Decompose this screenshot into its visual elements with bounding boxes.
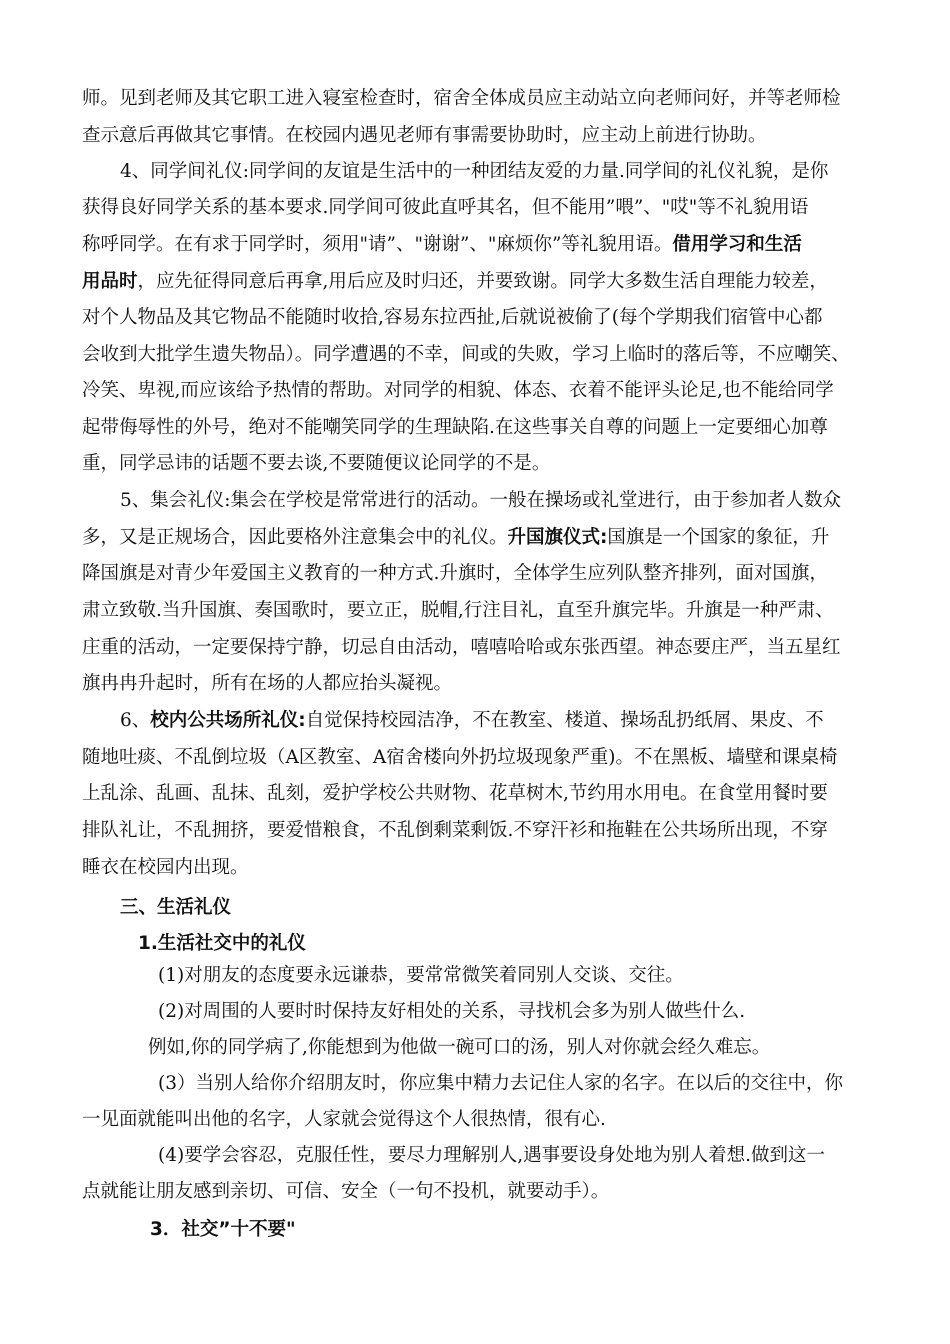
text-line: 点就能让朋友感到亲切、可信、安全（一句不投机，就要动手）。	[82, 1181, 610, 1202]
text-run: 6、	[120, 710, 151, 731]
text-run: 国旗是一个国家的象征，升	[607, 527, 830, 548]
subsection-heading: 1.生活社交中的礼仪	[138, 933, 306, 954]
text-line	[82, 271, 828, 293]
text-line: 庄重的活动，一定要保持宁静，切忌自由活动，嘻嘻哈哈或东张西望。神态要庄严，当五星红	[82, 637, 841, 658]
list-item: (1)对朋友的态度要永远谦恭，要常常微笑着同别人交谈、交往。	[158, 965, 684, 986]
text-line: 4、同学间礼仪:同学间的友谊是生活中的一种团结友爱的力量.同学间的礼仪礼貌，是你	[120, 161, 829, 182]
bold-text-run: 借用学习和生活	[672, 234, 802, 255]
text-line: 会收到大批学生遗失物品）。同学遭遇的不幸，间或的失败，学习上临时的落后等，不应嘲笑、	[82, 344, 850, 365]
text-run: ，应先征得同意后再拿,用后应及时归还，并要致谢。同学大多数生活自理能力较差，	[137, 271, 828, 292]
subsection-heading: 3．社交”十不要"	[150, 1219, 296, 1240]
bold-text-run: 校内公共场所礼仪:	[150, 710, 306, 731]
text-line	[120, 710, 824, 732]
list-item: (4)要学会容忍，克服任性，要尽力理解别人,遇事要设身处地为别人着想.做到这一	[158, 1145, 825, 1166]
text-line: 5、集会礼仪:集会在学校是常常进行的活动。一般在操场或礼堂进行，由于参加者人数众	[120, 490, 842, 511]
list-item: (3）当别人给你介绍朋友时，你应集中精力去记住人家的名字。在以后的交往中，你	[158, 1073, 843, 1094]
section-heading: 三、生活礼仪	[120, 897, 232, 918]
text-line: 查示意后再做其它事情。在校园内遇见老师有事需要协助时，应主动上前进行协助。	[82, 125, 767, 146]
text-run: 多，又是正规场合，因此要格外注意集会中的礼仪。	[82, 527, 508, 548]
text-line: 师。见到老师及其它职工进入寝室检查时，宿舍全体成员应主动站立向老师问好，并等老师检	[82, 88, 841, 109]
text-run: 称呼同学。在有求于同学时，须用"请”、"谢谢”、"麻烦你”等礼貌用语。	[82, 234, 673, 255]
text-line: 对个人物品及其它物品不能随时收拾,容易东拉西扯,后就说被偷了(每个学期我们宿管中心都	[82, 307, 823, 328]
text-line: 睡衣在校园内出现。	[82, 857, 249, 878]
bold-text-run: 用品时	[82, 271, 138, 292]
text-line: 起带侮辱性的外号，绝对不能嘲笑同学的生理缺陷.在这些事关自尊的问题上一定要细心加尊	[82, 417, 828, 438]
text-line: 随地吐痰、不乱倒垃圾（A区教室、A宿舍楼向外扔垃圾现象严重)。不在黑板、墙壁和课桌椅	[82, 747, 838, 768]
text-line: 获得良好同学关系的基本要求.同学间可彼此直呼其名，但不能用”喂”、"哎"等不礼貌用语	[82, 197, 809, 218]
bold-text-run: 升国旗仪式:	[507, 527, 608, 548]
text-line: 例如,你的同学病了,你能想到为他做一碗可口的汤，别人对你就会经久难忘。	[148, 1037, 771, 1058]
text-line: 一见面就能叫出他的名字，人家就会觉得这个人很热情，很有心.	[82, 1109, 606, 1130]
text-line: 重，同学忌讳的话题不要去谈,不要随便议论同学的不是。	[82, 453, 551, 474]
text-line: 肃立致敬.当升国旗、奏国歌时，要立正，脱帽,行注目礼，直至升旗完毕。升旗是一种严肃、	[82, 600, 834, 621]
text-line	[82, 234, 802, 256]
text-line: 旗冉冉升起时，所有在场的人都应抬头凝视。	[82, 673, 453, 694]
text-line: 上乱涂、乱画、乱抹、乱刻，爱护学校公共财物、花草树木,节约用水用电。在食堂用餐时要	[82, 783, 828, 804]
text-run: 自觉保持校园洁净，不在教室、楼道、操场乱扔纸屑、果皮、不	[305, 710, 824, 731]
text-line: 降国旗是对青少年爱国主义教育的一种方式.升旗时，全体学生应列队整齐排列，面对国旗，	[82, 563, 828, 584]
list-item: (2)对周围的人要时时保持友好相处的关系，寻找机会多为别人做些什么.	[158, 1001, 746, 1022]
text-line: 冷笑、卑视,而应该给予热情的帮助。对同学的相貌、体态、衣着不能评头论足,也不能给同学	[82, 380, 834, 401]
text-line	[82, 527, 829, 549]
text-line: 排队礼让，不乱拥挤，要爱惜粮食，不乱倒剩菜剩饭.不穿汗衫和拖鞋在公共场所出现，不穿	[82, 820, 828, 841]
